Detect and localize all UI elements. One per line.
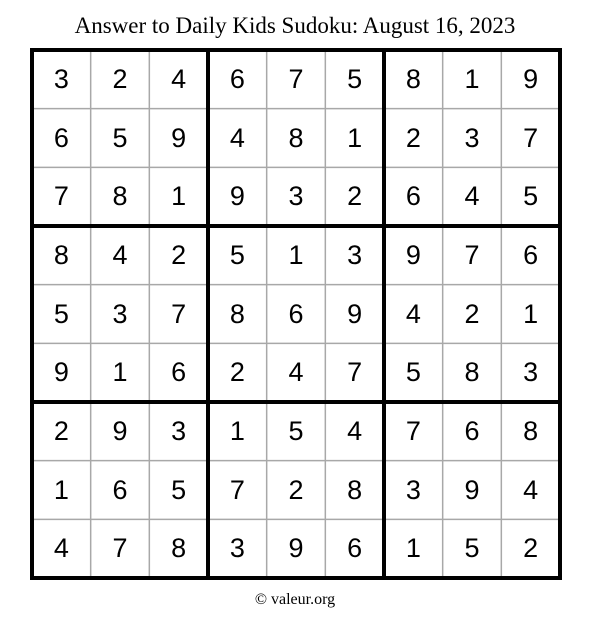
sudoku-board [30, 48, 562, 580]
sudoku-cell: 7 [523, 122, 539, 153]
sudoku-cell: 6 [288, 298, 304, 329]
sudoku-cell: 2 [112, 63, 128, 94]
sudoku-cell: 6 [523, 239, 539, 270]
sudoku-cell: 5 [464, 533, 480, 564]
sudoku-cell: 8 [523, 415, 539, 446]
sudoku-cell: 7 [288, 63, 304, 94]
sudoku-cell: 1 [464, 63, 480, 94]
sudoku-cell: 5 [229, 239, 245, 270]
sudoku-cell: 2 [229, 357, 245, 388]
sudoku-cell: 4 [347, 415, 363, 446]
sudoku-cell: 8 [53, 239, 69, 270]
sudoku-cell: 3 [53, 63, 69, 94]
sudoku-cell: 8 [171, 533, 187, 564]
sudoku-cell: 7 [229, 474, 245, 505]
page-title: Answer to Daily Kids Sudoku: August 16, 2023 [74, 13, 516, 38]
sudoku-cell: 6 [53, 122, 69, 153]
sudoku-cell: 4 [112, 239, 128, 270]
sudoku-cell: 3 [171, 415, 187, 446]
sudoku-cell: 2 [288, 474, 304, 505]
sudoku-cell: 9 [347, 298, 363, 329]
sudoku-cell: 4 [229, 122, 245, 153]
sudoku-cell: 3 [288, 181, 304, 212]
sudoku-cell: 2 [53, 415, 69, 446]
sudoku-cell: 4 [288, 357, 304, 388]
sudoku-cell: 1 [288, 239, 304, 270]
sudoku-cell: 2 [347, 181, 363, 212]
sudoku-cell: 8 [405, 63, 421, 94]
sudoku-cell: 6 [464, 415, 480, 446]
copyright-footer: © valeur.org [254, 591, 336, 608]
sudoku-cell: 5 [288, 415, 304, 446]
sudoku-cell: 8 [464, 357, 480, 388]
sudoku-cell: 8 [112, 181, 128, 212]
sudoku-cell: 9 [229, 181, 245, 212]
sudoku-cell: 9 [405, 239, 421, 270]
sudoku-cell: 9 [53, 357, 69, 388]
sudoku-cell: 3 [464, 122, 480, 153]
sudoku-cell: 7 [53, 181, 69, 212]
sudoku-cell: 1 [523, 298, 539, 329]
sudoku-cell: 2 [171, 239, 187, 270]
sudoku-cell: 9 [464, 474, 480, 505]
sudoku-cell: 5 [53, 298, 69, 329]
sudoku-cell: 1 [229, 415, 245, 446]
sudoku-cell: 6 [112, 474, 128, 505]
sudoku-cell: 4 [405, 298, 421, 329]
sudoku-cell: 7 [171, 298, 187, 329]
sudoku-cell: 1 [112, 357, 128, 388]
sudoku-cell: 4 [523, 474, 539, 505]
sudoku-cell: 6 [405, 181, 421, 212]
sudoku-cell: 3 [347, 239, 363, 270]
sudoku-cell: 9 [288, 533, 304, 564]
sudoku-cell: 7 [347, 357, 363, 388]
sudoku-cell: 7 [405, 415, 421, 446]
sudoku-cell: 7 [112, 533, 128, 564]
sudoku-cell: 1 [171, 181, 187, 212]
sudoku-cell: 8 [288, 122, 304, 153]
sudoku-cell: 2 [464, 298, 480, 329]
sudoku-cell: 4 [53, 533, 69, 564]
sudoku-cell: 9 [523, 63, 539, 94]
sudoku-cell: 1 [53, 474, 69, 505]
sudoku-cell: 6 [171, 357, 187, 388]
sudoku-cell: 8 [229, 298, 245, 329]
sudoku-cell: 9 [171, 122, 187, 153]
sudoku-cell: 6 [229, 63, 245, 94]
sudoku-cell: 9 [112, 415, 128, 446]
sudoku-cell: 8 [347, 474, 363, 505]
sudoku-cell: 3 [523, 357, 539, 388]
sudoku-cell: 3 [405, 474, 421, 505]
sudoku-cell: 3 [229, 533, 245, 564]
sudoku-cell: 6 [347, 533, 363, 564]
sudoku-cell: 2 [523, 533, 539, 564]
sudoku-cell: 1 [405, 533, 421, 564]
sudoku-cell: 3 [112, 298, 128, 329]
sudoku-cell: 5 [112, 122, 128, 153]
sudoku-cell: 5 [347, 63, 363, 94]
sudoku-cell: 4 [171, 63, 187, 94]
sudoku-cell: 5 [171, 474, 187, 505]
sudoku-cell: 5 [523, 181, 539, 212]
sudoku-cell: 1 [347, 122, 363, 153]
sudoku-cell: 7 [464, 239, 480, 270]
sudoku-cell: 2 [405, 122, 421, 153]
sudoku-cell: 5 [405, 357, 421, 388]
sudoku-cell: 4 [464, 181, 480, 212]
